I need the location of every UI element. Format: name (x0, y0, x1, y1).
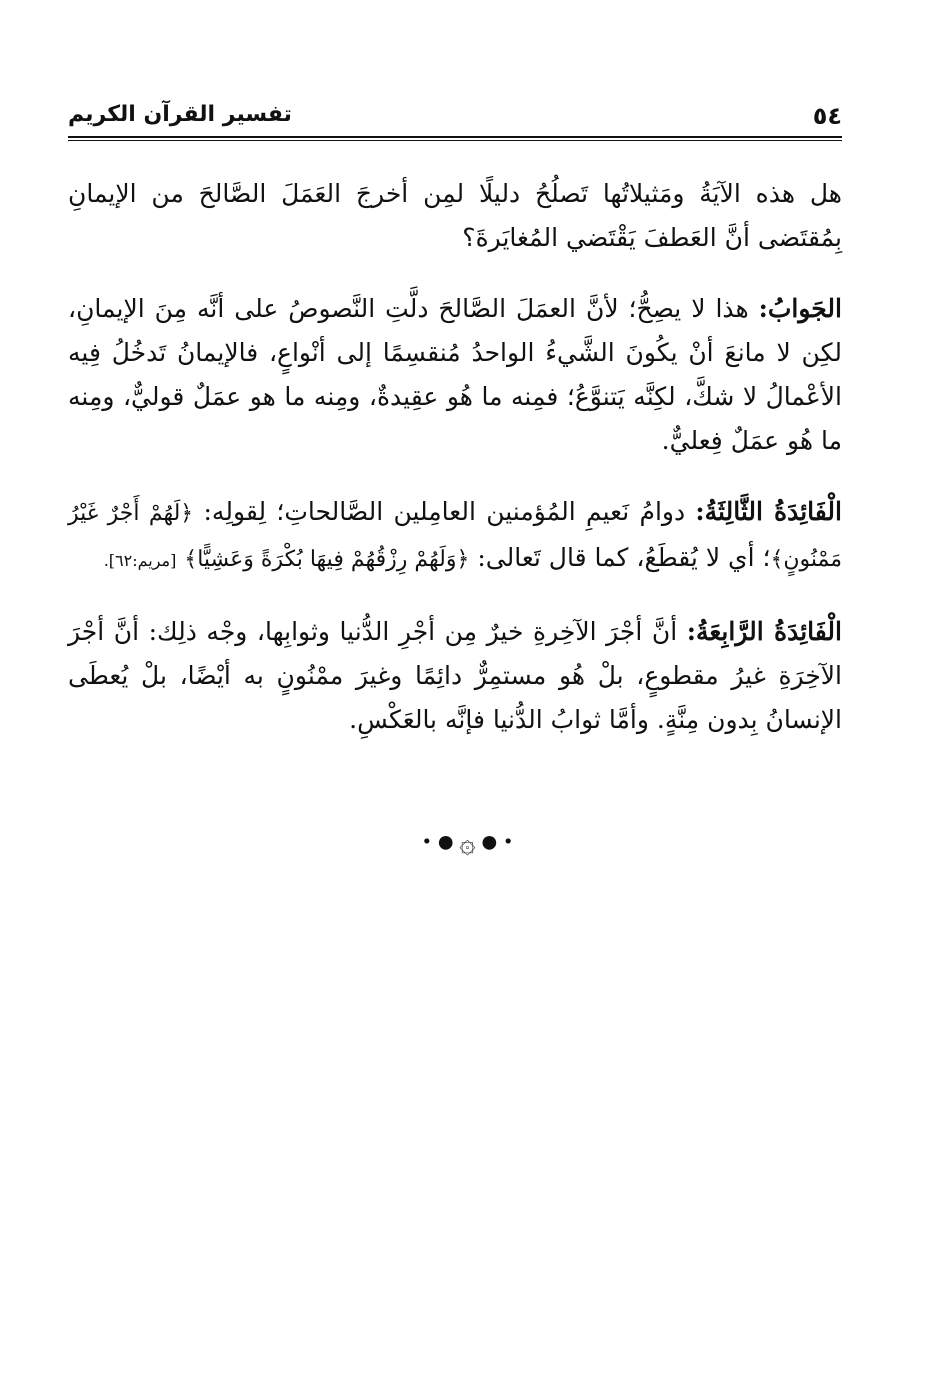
question-paragraph (68, 172, 842, 260)
quran-verse: ﴿وَلَهُمْ رِزْقُهُمْ فِيهَا بُكْرَةً وَعَشِيًّا﴾ (184, 547, 470, 572)
third-benefit-lead: الْفَائِدَةُ الثَّالِثَةُ: (695, 497, 842, 526)
third-benefit-paragraph (68, 490, 842, 583)
quran-verse: ﴿لَهُمْ أَجْرٌ غَيْرُ مَمْنُونٍ﴾ (68, 501, 842, 572)
answer-paragraph (68, 287, 842, 463)
page-header (68, 100, 842, 134)
fourth-benefit-lead: الْفَائِدَةُ الرَّابِعَةُ: (686, 617, 842, 646)
header-rule (68, 136, 842, 141)
running-title: تفسير القرآن الكريم (68, 102, 292, 127)
answer-lead: الجَوابُ: (758, 294, 842, 323)
paragraph-text: أنَّ أجْرَ الآخِرةِ خيرٌ مِن أجْرِ الدُّنيا وثوابِها، وجْه ذلِك: أنَّ أجْرَ الآخِرَةِ غيرُ مقطوعٍ، بلْ هُو مستمِرٌّ دائِمًا وغيرَ ممْنُونٍ به أيْضًا، بلْ يُعطَى الإنسانُ بِدون مِنَّةٍ. وأمَّا ثوابُ الدُّنيا فإنَّه بالعَكْسِ. (68, 617, 842, 734)
paragraph-text: دوامُ نَعيمِ المُؤمنين العامِلين الصَّالحاتِ؛ لِقولِه: (193, 497, 686, 526)
paragraph-text: هذا لا يصِحُّ؛ لأنَّ العمَلَ الصَّالحَ دلَّتِ النَّصوصُ على أنَّه مِنَ الإيمانِ، لكِن لا مانعَ أنْ يكُونَ الشَّيءُ الواحدُ مُنقسِمًا إلى أنْواعٍ، فالإيمانُ تَدخُلُ فِيه الأعْمالُ لا شكَّ، لكِنَّه يَتنوَّعُ؛ فمِنه ما هُو عقِيدةٌ، ومِنه ما هو عمَلٌ قوليٌّ، ومِنه ما هُو عمَلٌ فِعليٌّ. (68, 294, 842, 455)
verse-reference: [مريم:٦٢]. (103, 551, 177, 570)
page-number: ٥٤ (812, 102, 842, 130)
fourth-benefit-paragraph (68, 610, 842, 742)
section-divider-ornament (0, 826, 935, 859)
page-body (68, 172, 842, 769)
paragraph-text: ؛ أي لا يُقطَعُ، كما قال تَعالى: (469, 543, 771, 572)
paragraph-text: هل هذه الآيَةُ ومَثيلاتُها تَصلُحُ دليلًا لمِن أخرجَ العَمَلَ الصَّالحَ من الإيمانِ بِمُقتَضى أنَّ العَطفَ يَقْتَضي المُغايَرةَ؟ (68, 179, 842, 252)
ornament-dots-left: • ● (421, 831, 454, 853)
ornament-flower-icon: ۞ (459, 826, 476, 859)
ornament-dots-right: ● • (481, 831, 514, 853)
